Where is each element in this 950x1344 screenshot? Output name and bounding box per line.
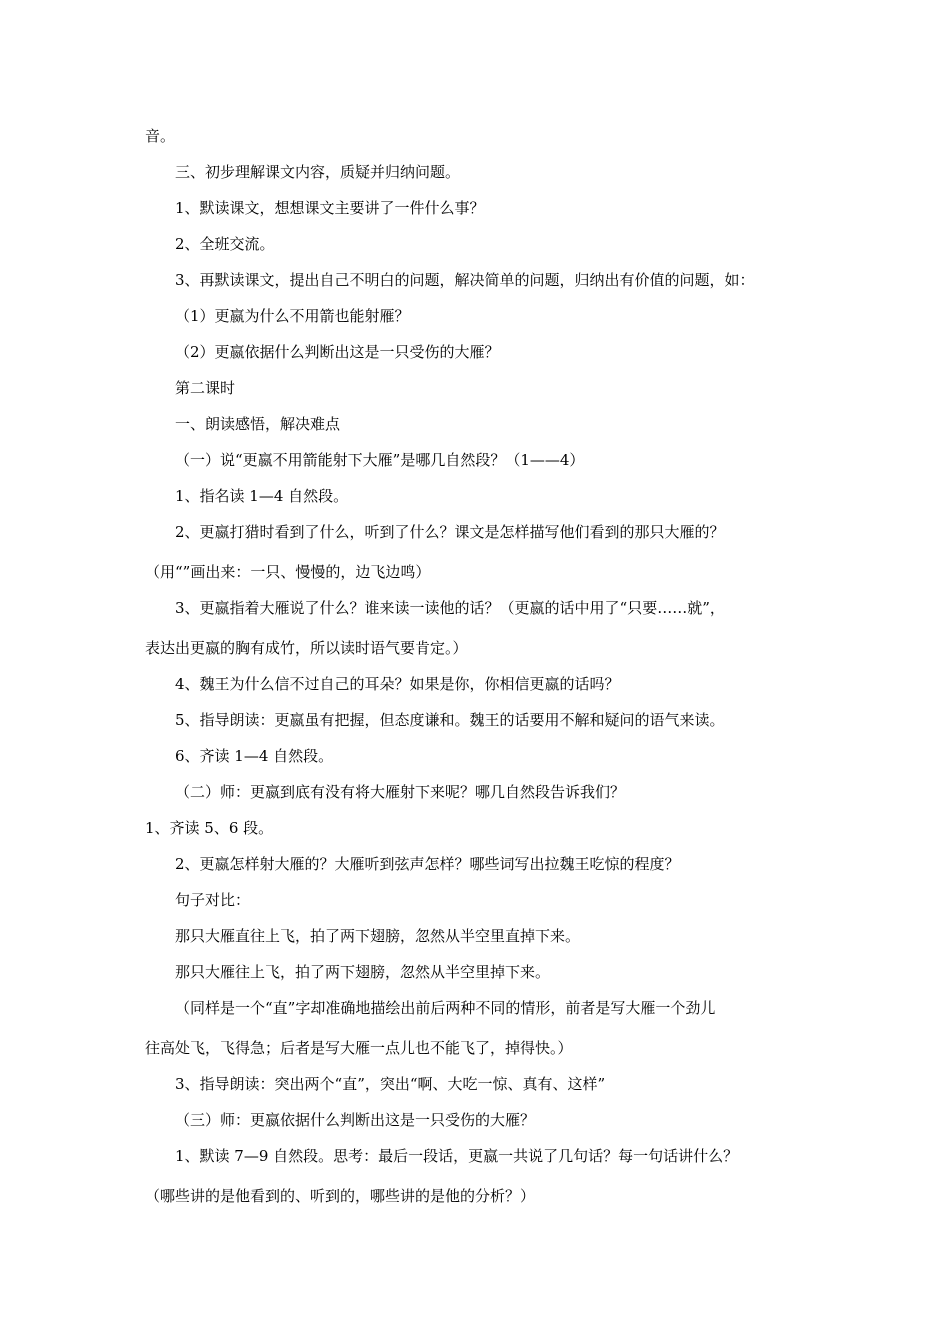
text-line: 那只大雁往上飞，拍了两下翅膀，忽然从半空里掉下来。 bbox=[175, 963, 551, 981]
text-line: 表达出更嬴的胸有成竹，所以读时语气要肯定。） bbox=[145, 639, 468, 657]
text-line: （三）师：更嬴依据什么判断出这是一只受伤的大雁？ bbox=[175, 1111, 536, 1129]
text-line: 2、更嬴打猎时看到了什么，听到了什么？课文是怎样描写他们看到的那只大雁的？ bbox=[175, 523, 725, 541]
text-line: 6、齐读 1—4 自然段。 bbox=[175, 747, 334, 765]
text-line: （同样是一个“直”字却准确地描绘出前后两种不同的情形，前者是写大雁一个劲儿 bbox=[175, 999, 716, 1017]
text-line: （二）师：更嬴到底有没有将大雁射下来呢？哪几自然段告诉我们？ bbox=[175, 783, 626, 801]
text-line: 2、全班交流。 bbox=[175, 235, 275, 253]
text-line: 句子对比： bbox=[175, 891, 251, 909]
text-line: 5、指导朗读：更嬴虽有把握，但态度谦和。魏王的话要用不解和疑问的语气来读。 bbox=[175, 711, 725, 729]
text-line: （2）更嬴依据什么判断出这是一只受伤的大雁？ bbox=[175, 343, 500, 361]
section-heading: 一、朗读感悟，解决难点 bbox=[175, 415, 341, 433]
text-line: （一）说“更嬴不用箭能射下大雁”是哪几自然段？（1——4） bbox=[175, 451, 585, 469]
text-line: 3、再默读课文，提出自己不明白的问题，解决简单的问题，归纳出有价值的问题，如： bbox=[175, 271, 755, 289]
text-line: （哪些讲的是他看到的、听到的，哪些讲的是他的分析？） bbox=[145, 1187, 536, 1205]
text-line: 1、指名读 1—4 自然段。 bbox=[175, 487, 349, 505]
text-line: 1、齐读 5、6 段。 bbox=[145, 819, 274, 837]
section-heading: 三、初步理解课文内容，质疑并归纳问题。 bbox=[175, 163, 461, 181]
text-line: 3、更嬴指着大雁说了什么？谁来读一读他的话？（更嬴的话中用了“只要……就”， bbox=[175, 599, 725, 617]
lesson-heading: 第二课时 bbox=[175, 379, 236, 397]
text-line: 音。 bbox=[145, 127, 176, 145]
text-line: 3、指导朗读：突出两个“直”，突出“啊、大吃一惊、真有、这样” bbox=[175, 1075, 606, 1093]
text-line: 那只大雁直往上飞，拍了两下翅膀，忽然从半空里直掉下来。 bbox=[175, 927, 581, 945]
text-line: 2、更嬴怎样射大雁的？大雁听到弦声怎样？哪些词写出拉魏王吃惊的程度？ bbox=[175, 855, 680, 873]
text-line: 往高处飞，飞得急；后者是写大雁一点儿也不能飞了，掉得快。） bbox=[145, 1039, 573, 1057]
text-line: （用“”画出来：一只、慢慢的，边飞边鸣） bbox=[145, 563, 431, 581]
text-line: 1、默读 7—9 自然段。思考：最后一段话，更嬴一共说了几句话？每一句话讲什么？ bbox=[175, 1147, 739, 1165]
text-line: （1）更嬴为什么不用箭也能射雁？ bbox=[175, 307, 410, 325]
text-line: 4、魏王为什么信不过自己的耳朵？如果是你，你相信更嬴的话吗？ bbox=[175, 675, 620, 693]
text-line: 1、默读课文，想想课文主要讲了一件什么事？ bbox=[175, 199, 485, 217]
